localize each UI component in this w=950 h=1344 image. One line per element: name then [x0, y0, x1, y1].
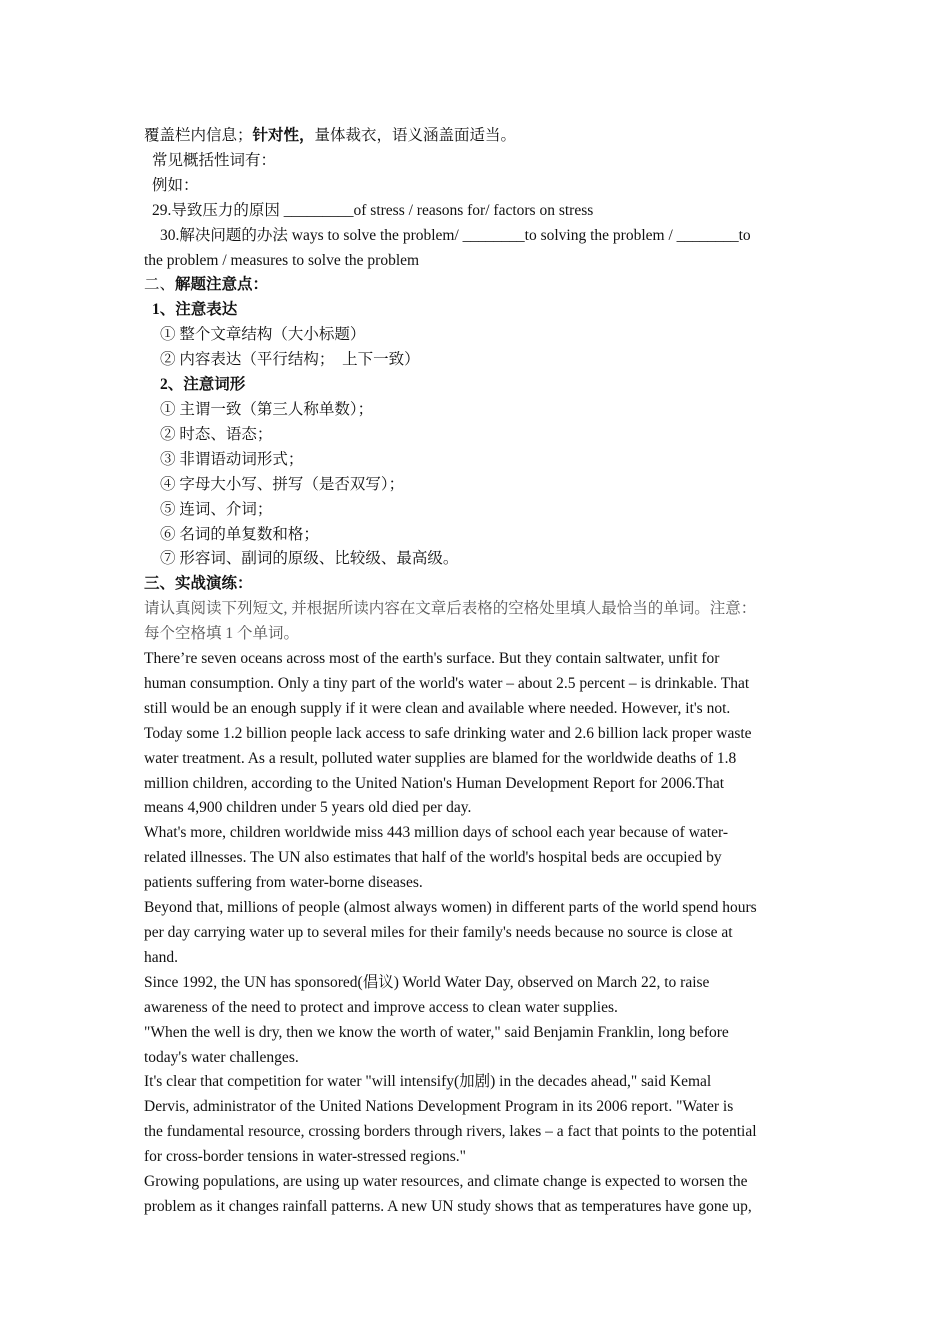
item-30-line-2: the problem / measures to solve the problem: [144, 251, 420, 269]
intro-text: 覆盖栏内信息；: [144, 127, 253, 144]
passage-paragraph: [144, 1021, 812, 1071]
passage-line: hand.: [144, 948, 179, 966]
passage-line: the fundamental resource, crossing borders through rivers, lakes – a fact that points to the potential: [144, 1123, 757, 1141]
passage-paragraph: [144, 1170, 812, 1220]
subheading-expression: 1、注意表达: [152, 301, 238, 319]
list-item: ⑥ 名词的单复数和格；: [160, 525, 319, 543]
passage-line: water treatment. As a result, polluted water supplies are blamed for the worldwide deaths of 1.8: [144, 749, 737, 767]
list-item: ④ 字母大小写、拼写（是否双写）；: [160, 475, 405, 493]
passage-paragraph: [144, 647, 812, 821]
passage-line: It's clear that competition for water "will intensify(加剧) in the decades ahead," said Kemal: [144, 1073, 712, 1091]
list-item: ① 整个文章结构（大小标题）: [160, 326, 366, 344]
document-page: [144, 124, 812, 1220]
instruction-line-2: 每个空格填 1 个单词。: [144, 625, 300, 643]
passage-line: today's water challenges.: [144, 1048, 299, 1066]
passage-line: Growing populations, are using up water resources, and climate change is expected to worsen the: [144, 1173, 748, 1191]
passage-line: Today some 1.2 billion people lack access to safe drinking water and 2.6 billion lack proper waste: [144, 724, 752, 742]
list-item: ⑤ 连词、介词；: [160, 500, 273, 518]
intro-bold-text: 针对性，: [252, 127, 315, 144]
list-item: ② 内容表达（平行结构； 上下一致）: [160, 351, 420, 369]
passage-paragraph: [144, 821, 812, 896]
section-3-heading: 三、实战演练：: [144, 575, 253, 593]
instruction-line-1: 请认真阅读下列短文, 并根据所读内容在文章后表格的空格处里填人最恰当的单词。注意：: [144, 600, 757, 618]
list-item: ② 时态、语态；: [160, 425, 273, 443]
passage-line: "When the well is dry, then we know the worth of water," said Benjamin Franklin, long before: [144, 1023, 729, 1041]
section-2-prefix: 二、: [144, 276, 176, 294]
passage-paragraph: [144, 971, 812, 1021]
passage-line: patients suffering from water-borne diseases.: [144, 874, 423, 892]
passage-line: means 4,900 children under 5 years old died per day.: [144, 799, 472, 817]
common-words-line: 常见概括性词有：: [152, 151, 277, 169]
intro-text-cont: 量体裁衣，语义涵盖面适当。: [314, 127, 517, 144]
passage-line: awareness of the need to protect and improve access to clean water supplies.: [144, 998, 618, 1016]
passage-line: Dervis, administrator of the United Nations Development Program in its 2006 report. "Water is: [144, 1098, 734, 1116]
list-item: ⑦ 形容词、副词的原级、比较级、最高级。: [160, 550, 459, 568]
passage-line: human consumption. Only a tiny part of the world's water – about 2.5 percent – is drinkable. That: [144, 674, 750, 692]
passage-line: per day carrying water up to several miles for their family's needs because no source is close at: [144, 924, 733, 941]
section-2-title: 解题注意点：: [175, 276, 269, 294]
passage-line: problem as it changes rainfall patterns. A new UN study shows that as temperatures have gone up,: [144, 1197, 752, 1215]
passage-line: related illnesses. The UN also estimates that half of the world's hospital beds are occupied by: [144, 849, 722, 867]
item-29: 29.导致压力的原因 _________of stress / reasons for/ factors on stress: [152, 201, 594, 219]
list-item: ③ 非谓语动词形式；: [160, 450, 304, 468]
passage-line: Beyond that, millions of people (almost always women) in different parts of the world spend hours: [144, 899, 757, 917]
passage-line: There’re seven oceans across most of the earth's surface. But they contain saltwater, unfit for: [144, 650, 720, 668]
item-30-line-1: 30.解决问题的办法 ways to solve the problem/ ________to solving the problem / ________to: [160, 226, 751, 244]
passage-line: still would be an enough supply if it were clean and available where needed. However, it's not.: [144, 699, 731, 717]
example-line: 例如：: [152, 176, 199, 194]
intro-line-1: [144, 124, 812, 149]
passage-line: for cross-border tensions in water-stressed regions.": [144, 1148, 466, 1166]
list-item: ① 主谓一致（第三人称单数）；: [160, 400, 374, 418]
passage-line: What's more, children worldwide miss 443 million days of school each year because of water-: [144, 824, 728, 842]
passage-paragraph: [144, 1070, 812, 1170]
passage-line: million children, according to the United Nation's Human Development Report for 2006.That: [144, 774, 725, 792]
passage-line: Since 1992, the UN has sponsored(倡议) World Water Day, observed on March 22, to raise: [144, 973, 710, 991]
passage-paragraph: [144, 896, 812, 971]
subheading-word-form: 2、注意词形: [160, 376, 246, 394]
passage: [144, 647, 812, 1220]
section-2-heading: [144, 273, 812, 298]
